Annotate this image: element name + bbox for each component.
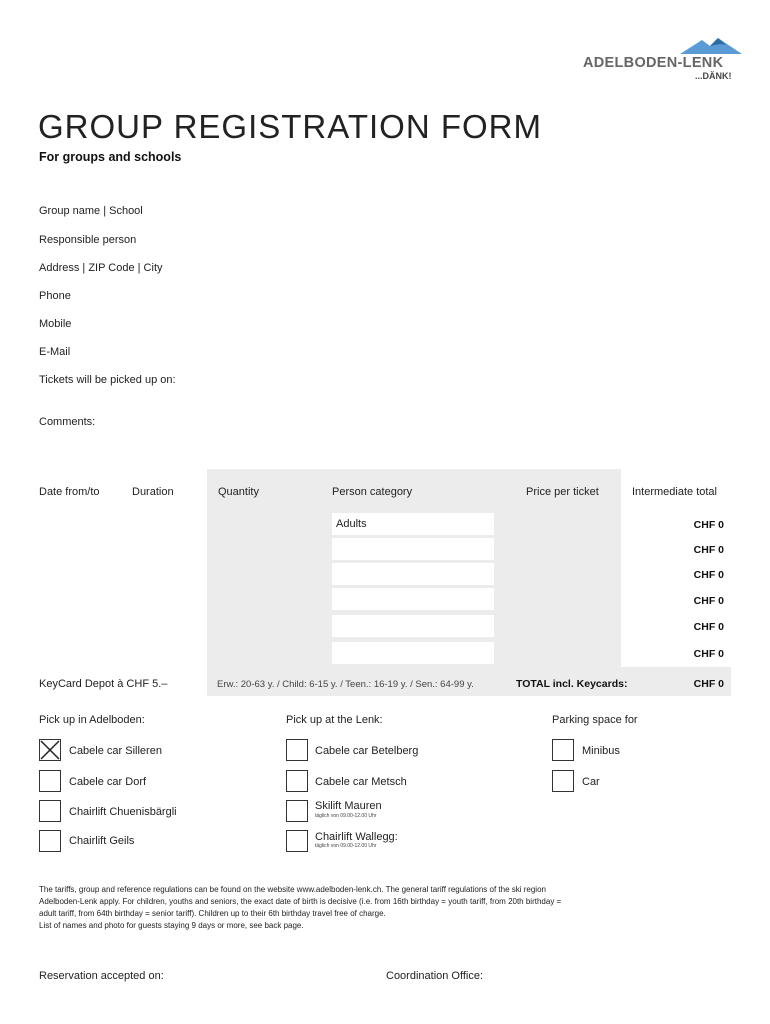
option-label: Chairlift Geils	[69, 835, 135, 847]
category-row-6[interactable]	[332, 642, 494, 664]
checkbox-geils[interactable]	[39, 830, 61, 852]
subtotal-value: CHF 0	[693, 595, 724, 607]
category-row-5[interactable]	[332, 615, 494, 637]
header-quantity: Quantity	[218, 486, 259, 498]
age-note: Erw.: 20-63 y. / Child: 6-15 y. / Teen.: 16-19 y. / Sen.: 64-99 y.	[217, 679, 474, 690]
checkbox-minibus[interactable]	[552, 739, 574, 761]
option-label: Cabele car Dorf	[69, 776, 147, 788]
header-date: Date from/to	[39, 486, 100, 498]
option-label: Minibus	[582, 745, 620, 757]
terms-text	[39, 884, 679, 932]
logo-tagline: ...DÄNK!	[695, 71, 732, 81]
option-label: Skilift Mauren	[315, 800, 382, 812]
coordination-office-field[interactable]: Coordination Office:	[386, 970, 484, 982]
subtotal-value: CHF 0	[693, 648, 724, 660]
pickup-adelboden-title: Pick up in Adelboden:	[39, 714, 145, 726]
category-row-2[interactable]	[332, 538, 494, 560]
comments-field[interactable]: Comments:	[39, 416, 96, 428]
option-label: Chairlift Wallegg:	[315, 831, 398, 843]
responsible-person-field[interactable]: Responsible person	[39, 234, 137, 246]
subtotal-value: CHF 0	[693, 544, 724, 556]
terms-line: The tariffs, group and reference regulations can be found on the website www.adelboden-lenk.ch. The general tariff regulations of the ski region	[39, 885, 546, 894]
option-label: Cabele car Metsch	[315, 776, 407, 788]
terms-line: adult tariff, from 64th birthday = senior tariff). Children up to their 6th birthday travel free of charge.	[39, 909, 386, 918]
header-duration: Duration	[132, 486, 174, 498]
terms-line: Adelboden-Lenk apply. For children, youths and seniors, the exact date of birth is decisive (i.e. from 16th birthday = youth tariff, from 20th birthday =	[39, 897, 562, 906]
checkbox-betelberg[interactable]	[286, 739, 308, 761]
option-label: Cabele car Silleren	[69, 745, 162, 757]
subtotal-value: CHF 0	[693, 569, 724, 581]
logo-name: ADELBODEN-LENK	[583, 55, 724, 71]
checkbox-wallegg[interactable]	[286, 830, 308, 852]
checkbox-dorf[interactable]	[39, 770, 61, 792]
header-price: Price per ticket	[526, 486, 599, 498]
mountain-logo-icon	[680, 36, 742, 56]
checkmark-x-icon	[40, 740, 60, 760]
category-row-3[interactable]	[332, 563, 494, 585]
subtotal-value: CHF 0	[693, 621, 724, 633]
header-category: Person category	[332, 486, 413, 498]
category-row-1[interactable]	[332, 513, 494, 535]
terms-line: List of names and photo for guests staying 9 days or more, see back page.	[39, 921, 304, 930]
option-label: Cabele car Betelberg	[315, 745, 419, 757]
pickup-date-field[interactable]: Tickets will be picked up on:	[39, 374, 176, 386]
option-label: Car	[582, 776, 600, 788]
subtotal-value: CHF 0	[693, 519, 724, 531]
category-label: Adults	[336, 518, 367, 530]
option-note: täglich von 09.00-12.00 Uhr	[315, 843, 377, 849]
phone-field[interactable]: Phone	[39, 290, 71, 302]
option-label: Chairlift Chuenisbärgli	[69, 806, 177, 818]
checkbox-car[interactable]	[552, 770, 574, 792]
checkbox-metsch[interactable]	[286, 770, 308, 792]
checkbox-silleren[interactable]	[39, 739, 61, 761]
header-subtotal: Intermediate total	[632, 486, 717, 498]
mobile-field[interactable]: Mobile	[39, 318, 72, 330]
email-field[interactable]: E-Mail	[39, 346, 71, 358]
group-name-field[interactable]: Group name | School	[39, 205, 143, 217]
keycard-label: KeyCard Depot à CHF 5.–	[39, 678, 168, 690]
parking-title: Parking space for	[552, 714, 638, 726]
total-label: TOTAL incl. Keycards:	[516, 678, 628, 690]
page-title: GROUP REGISTRATION FORM	[38, 108, 542, 145]
checkbox-mauren[interactable]	[286, 800, 308, 822]
option-note: täglich von 09.00-12.00 Uhr	[315, 813, 377, 819]
page-subtitle: For groups and schools	[39, 150, 182, 164]
total-value: CHF 0	[693, 678, 724, 690]
checkbox-chuenisbaergli[interactable]	[39, 800, 61, 822]
reservation-accepted-field[interactable]: Reservation accepted on:	[39, 970, 164, 982]
address-field[interactable]: Address | ZIP Code | City	[39, 262, 163, 274]
category-row-4[interactable]	[332, 588, 494, 610]
pickup-lenk-title: Pick up at the Lenk:	[286, 714, 383, 726]
